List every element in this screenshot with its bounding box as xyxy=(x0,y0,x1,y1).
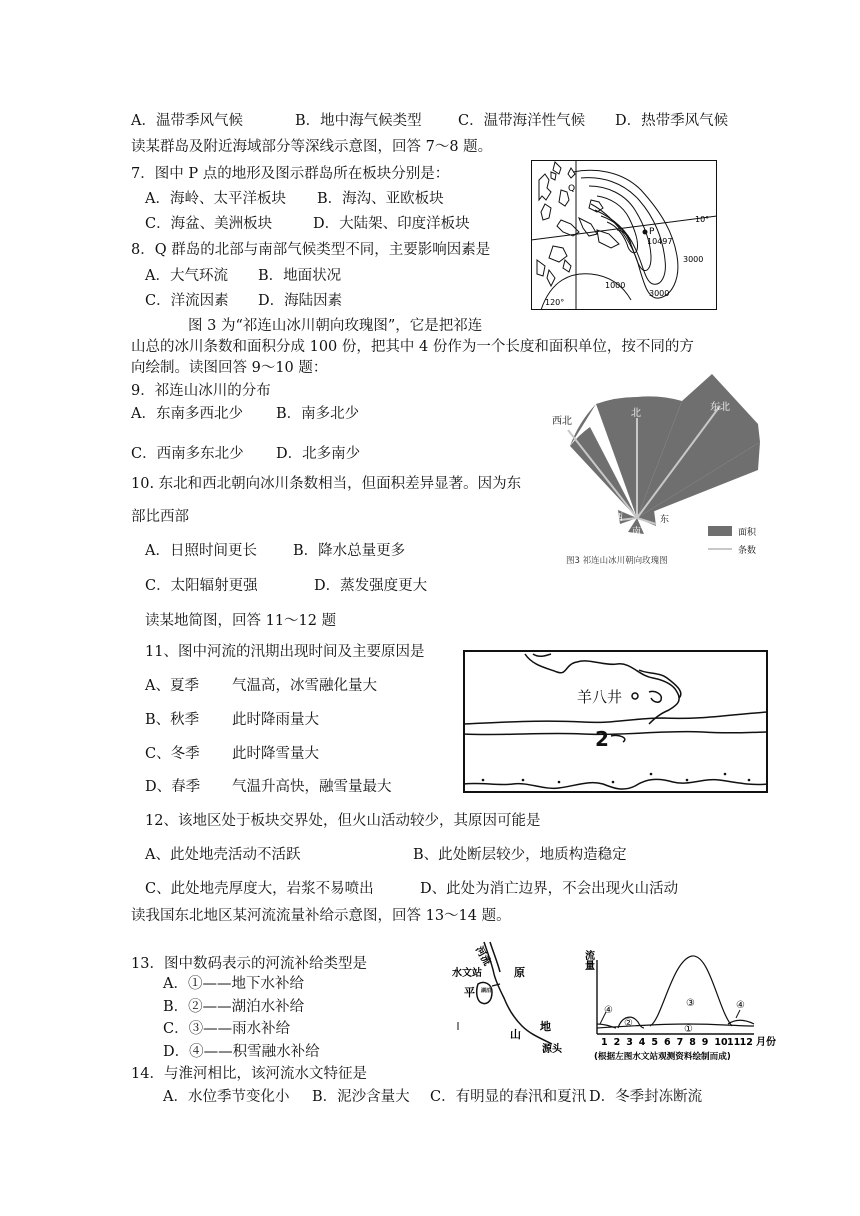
river-label: 河流 xyxy=(472,944,493,968)
q11-option-b-reason: 此时降雨量大 xyxy=(232,712,319,728)
month-tick-12: 12 xyxy=(739,1037,753,1048)
rose-label-n: 北 xyxy=(631,408,641,419)
label-depth-3000-right: 3000 xyxy=(683,255,704,264)
flow-caption: (根据左图水文站观测资料绘制而成) xyxy=(594,1052,731,1062)
month-tick-11: 11 xyxy=(727,1037,741,1048)
series-summer-flood xyxy=(650,956,732,1026)
month-tick-10: 10 xyxy=(714,1037,728,1048)
month-tick-9: 9 xyxy=(701,1037,709,1048)
marker-1: ① xyxy=(684,1024,693,1035)
lake-label: 湖泊 xyxy=(481,988,492,994)
q12-option-c: C、此处地壳厚度大，岩浆不易喷出 xyxy=(145,881,374,897)
q14-option-d: D．冬季封冻断流 xyxy=(589,1089,703,1105)
intro-9-10-line1: 图 3 为“祁连山冰川朝向玫瑰图”，它是把祁连 xyxy=(188,318,483,334)
flow-chart xyxy=(582,940,782,1066)
legend-count-label: 条数 xyxy=(738,546,757,556)
q11-option-c-reason: 此时降雪量大 xyxy=(232,746,319,762)
month-tick-1: 1 xyxy=(601,1037,608,1048)
month-tick-6: 6 xyxy=(664,1037,671,1048)
q13-option-b: B．②——湖泊水补给 xyxy=(163,999,305,1015)
yangbajing-label: 羊八井 xyxy=(577,688,623,706)
q7-option-c: C．海盆、美洲板块 xyxy=(145,216,273,232)
q9-stem: 9．祁连山冰川的分布 xyxy=(131,383,271,399)
q13-option-d: D．④——积雪融水补给 xyxy=(163,1044,320,1060)
legend-area-label: 面积 xyxy=(738,528,757,538)
intro-9-10-line3: 向绘制。读图回答 9～10 题： xyxy=(131,360,328,376)
label-latitude: 10° xyxy=(695,215,710,224)
rose-label-ne: 东北 xyxy=(710,402,730,413)
q7-stem: 7．图中 P 点的地形及图示群岛所在板块分别是： xyxy=(131,166,450,182)
month-tick-labels xyxy=(601,1037,753,1048)
plain-right-label: 原 xyxy=(514,966,525,979)
q8-option-c: C．洋流因素 xyxy=(145,293,229,309)
q14-option-b: B．泥沙含量大 xyxy=(312,1089,410,1105)
q7-option-d: D．大陆架、印度洋板块 xyxy=(313,216,470,232)
q13-option-a: A．①——地下水补给 xyxy=(163,976,304,992)
q12-stem: 12、该地区处于板块交界处，但火山活动较少，其原因可能是 xyxy=(145,813,541,829)
label-depth-3000-bottom: 3000 xyxy=(649,289,670,298)
label-q: Q xyxy=(568,184,576,194)
label-depth-p: 10497 xyxy=(647,237,673,246)
q13-stem: 13．图中数码表示的河流补给类型是 xyxy=(131,956,367,972)
q14-option-c: C．有明显的春汛和夏汛 xyxy=(430,1089,587,1105)
q11-option-d-season: D、春季 xyxy=(145,779,201,795)
mountain2-label: 地 xyxy=(540,1020,551,1033)
q9-option-c: C．西南多东北少 xyxy=(131,446,244,462)
q14-stem: 14．与淮河相比，该河流水文特征是 xyxy=(131,1066,367,1082)
q11-option-b-season: B、秋季 xyxy=(145,712,200,728)
q11-option-a-reason: 气温高，冰雪融化量大 xyxy=(232,678,377,694)
river-sketch-map xyxy=(448,940,588,1060)
q9-option-a: A．东南多西北少 xyxy=(131,406,243,422)
marker-4-left: ④ xyxy=(604,1005,613,1016)
q7-option-b: B．海沟、亚欧板块 xyxy=(317,191,444,207)
q7-option-a: A．海岭、太平洋板块 xyxy=(145,191,286,207)
q11-option-a-season: A、夏季 xyxy=(145,678,199,694)
month-tick-5: 5 xyxy=(651,1037,659,1048)
q10-option-b: B．降水总量更多 xyxy=(293,543,406,559)
point-p-marker xyxy=(643,230,648,235)
q8-option-b: B．地面状况 xyxy=(258,268,342,284)
source-label: 源头 xyxy=(542,1044,562,1055)
bathymetry-map xyxy=(531,160,717,310)
marker-2: ② xyxy=(624,1018,633,1029)
label-p: P xyxy=(649,227,655,237)
prev-option-d: D．热带季风气候 xyxy=(615,113,729,129)
q10-option-c: C．太阳辐射更强 xyxy=(145,578,258,594)
q8-option-d: D．海陆因素 xyxy=(258,293,343,309)
label-depth-1000: 1000 xyxy=(605,281,626,290)
q11-option-c-season: C、冬季 xyxy=(145,746,200,762)
legend-area-swatch xyxy=(708,526,732,536)
mountain-label: 山 xyxy=(510,1028,521,1041)
prev-option-b: B．地中海气候类型 xyxy=(295,113,422,129)
q12-option-d: D、此处为消亡边界，不会出现火山活动 xyxy=(420,881,679,897)
q12-option-a: A、此处地壳活动不活跃 xyxy=(145,847,301,863)
label-longitude: 120° xyxy=(545,298,565,307)
q13-option-c: C．③——雨水补给 xyxy=(163,1021,291,1037)
month-tick-7: 7 xyxy=(676,1037,684,1048)
q10-stem-line2: 部比西部 xyxy=(131,509,189,525)
rose-label-e: 东 xyxy=(660,515,670,525)
q9-option-d: D．北多南少 xyxy=(276,446,361,462)
rose-label-w: 西 xyxy=(614,513,624,523)
q11-stem: 11、图中河流的汛期出现时间及主要原因是 xyxy=(145,644,425,660)
flow-ylabel: 流量 xyxy=(582,950,594,970)
plain-left-label: 平 xyxy=(464,986,475,999)
intro-9-10-line2: 山总的冰川条数和面积分成 100 份，把其中 4 份作为一个长度和面积单位，按不同的方 xyxy=(131,339,694,355)
flow-xlabel: 月份 xyxy=(756,1037,776,1048)
month-tick-2: 2 xyxy=(613,1037,621,1048)
marker-4-right: ④ xyxy=(736,1000,745,1011)
q14-option-a: A．水位季节变化小 xyxy=(163,1089,290,1105)
intro-13-14: 读我国东北地区某河流流量补给示意图，回答 13～14 题。 xyxy=(131,908,511,924)
q9-option-b: B．南多北少 xyxy=(276,406,360,422)
month-tick-3: 3 xyxy=(626,1037,633,1048)
glacier-rose-diagram xyxy=(540,370,762,570)
month-tick-8: 8 xyxy=(689,1037,696,1048)
q10-option-d: D．蒸发强度更大 xyxy=(314,578,428,594)
station-label: 水文站 xyxy=(452,968,482,979)
q8-stem: 8．Q 群岛的北部与南部气候类型不同，主要影响因素是 xyxy=(131,242,491,258)
rose-caption: 图3 祁连山冰川朝向玫瑰图 xyxy=(566,556,668,566)
q10-stem-line1: 10. 东北和西北朝向冰川条数相当，但面积差异显著。因为东 xyxy=(131,476,522,492)
prev-option-c: C．温带海洋性气候 xyxy=(458,113,586,129)
yangbajing-map xyxy=(463,650,768,793)
q12-option-b: B、此处断层较少，地质构造稳定 xyxy=(413,847,627,863)
q10-option-a: A．日照时间更长 xyxy=(145,543,257,559)
intro-7-8: 读某群岛及附近海域部分等深线示意图，回答 7～8 题。 xyxy=(131,139,493,155)
map2-mark-2: 2 xyxy=(595,727,609,751)
intro-11-12: 读某地简图，回答 11～12 题 xyxy=(145,613,337,629)
rose-label-nw: 西北 xyxy=(552,416,572,427)
q8-option-a: A．大气环流 xyxy=(145,268,228,284)
q11-option-d-reason: 气温升高快，融雪量最大 xyxy=(232,779,392,795)
month-tick-4: 4 xyxy=(638,1037,646,1048)
rose-label-s: 南 xyxy=(632,527,642,537)
marker-3: ③ xyxy=(686,998,695,1009)
prev-option-a: A．温带季风气候 xyxy=(131,113,243,129)
